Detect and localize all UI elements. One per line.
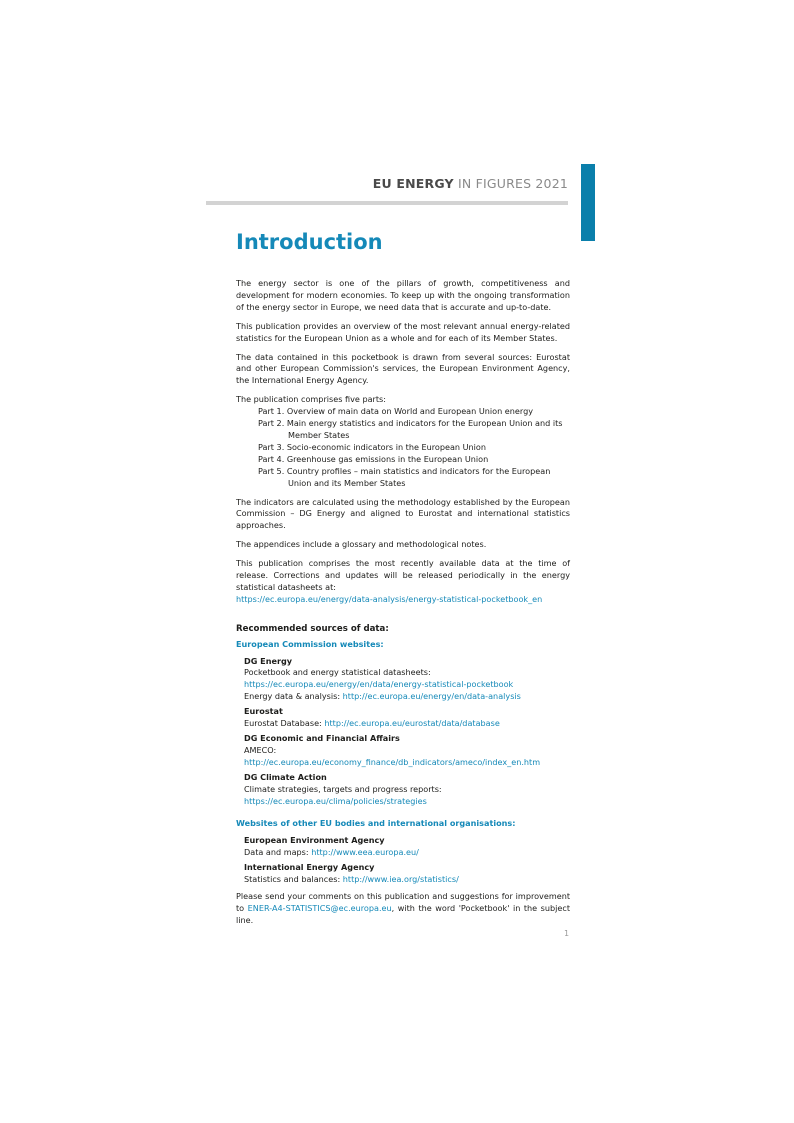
release-paragraph [236, 558, 570, 606]
feedback-paragraph [236, 891, 570, 927]
header-title-strong: EU ENERGY [372, 176, 454, 191]
page-title: Introduction [236, 230, 383, 254]
publication-header [373, 176, 568, 191]
source-name: DG Economic and Financial Affairs [244, 733, 400, 743]
iea-link[interactable]: http://www.iea.org/statistics/ [342, 874, 459, 885]
part-item: Part 3. Socio-economic indicators in the European Union [258, 441, 487, 452]
ameco-link[interactable]: http://ec.europa.eu/economy_finance/db_indicators/ameco/index_en.htm [244, 756, 541, 767]
energy-data-analysis-link[interactable]: http://ec.europa.eu/energy/en/data-analysis [342, 691, 521, 702]
release-note: This publication comprises the most recently available data at the time of release. Corrections and updates will be released periodically in the energy statistical datasheets at: [236, 558, 570, 592]
eea-line [244, 847, 570, 859]
source-label: Energy data & analysis: [244, 691, 343, 702]
eurostat-database-link[interactable]: http://ec.europa.eu/eurostat/data/database [324, 718, 500, 729]
energy-data-line [244, 691, 570, 703]
eea-link[interactable]: http://www.eea.europa.eu/ [311, 847, 419, 858]
parts-intro: The publication comprises five parts: [236, 394, 386, 405]
source-dg-ecfin [244, 733, 570, 769]
source-dg-energy [244, 656, 570, 704]
source-description: Pocketbook and energy statistical datasheets: [244, 667, 431, 678]
intro-paragraph: The energy sector is one of the pillars of growth, competitiveness and development for modern economies. To keep up with the ongoing transformation of the energy sector in Europe, we need data that is accurate and up-to-date. [236, 278, 570, 312]
other-bodies-title: Websites of other EU bodies and international organisations: [236, 818, 516, 829]
iea-line [244, 874, 570, 886]
source-label: Data and maps: [244, 847, 312, 858]
header-divider [206, 201, 568, 205]
feedback-email-link[interactable]: ENER-A4-STATISTICS@ec.europa.eu [247, 902, 392, 913]
source-label: Eurostat Database: [244, 718, 325, 729]
pocketbook-datasheets-link[interactable]: https://ec.europa.eu/energy/en/data/energy-statistical-pocketbook [244, 679, 514, 690]
header-title-light: IN FIGURES 2021 [457, 176, 568, 191]
part-item: Part 1. Overview of main data on World and European Union energy [258, 406, 534, 417]
source-name: European Environment Agency [244, 835, 385, 846]
page-content [236, 228, 570, 934]
part-item: Part 5. Country profiles – main statistics and indicators for the European Union and its Member States [258, 465, 551, 488]
methodology-paragraph: The indicators are calculated using the methodology established by the European Commission – DG Energy and aligned to Eurostat and international statistics approaches. [236, 496, 570, 531]
pocketbook-link[interactable]: https://ec.europa.eu/energy/data-analysis/energy-statistical-pocketbook_en [236, 593, 543, 604]
ameco-line [244, 745, 570, 769]
source-eea [244, 835, 570, 859]
eurostat-line [244, 718, 570, 730]
feedback-text: Please send your comments on this publication and suggestions for improvement to [236, 890, 570, 913]
feedback-text: , with the word 'Pocketbook' in the subject line. [236, 902, 571, 925]
commission-websites-title: European Commission websites: [236, 638, 384, 649]
source-name: International Energy Agency [244, 862, 375, 873]
source-description: Climate strategies, targets and progress reports: [244, 783, 442, 794]
source-iea [244, 862, 570, 886]
source-name: DG Climate Action [244, 771, 327, 782]
source-label: AMECO: [244, 744, 277, 755]
parts-list [236, 394, 570, 489]
sources-title: Recommended sources of data: [236, 623, 389, 634]
intro-paragraph: The data contained in this pocketbook is drawn from several sources: Eurostat and other European Commission's services, the European Environment Agency, the International Energy Agency. [236, 351, 570, 386]
source-dg-clima [244, 772, 570, 808]
spacer [236, 810, 570, 818]
appendices-paragraph: The appendices include a glossary and methodological notes. [236, 539, 487, 550]
part-item: Part 2. Main energy statistics and indicators for the European Union and its Member States [258, 418, 563, 440]
source-label: Statistics and balances: [244, 874, 343, 885]
intro-paragraph: This publication provides an overview of the most relevant annual energy-related statistics for the European Union as a whole and for each of its Member States. [236, 320, 570, 343]
source-name: DG Energy [244, 655, 293, 666]
page-number: 1 [564, 929, 570, 938]
source-eurostat [244, 706, 570, 730]
section-tab-marker [581, 164, 595, 241]
climate-strategies-link[interactable]: https://ec.europa.eu/clima/policies/strategies [244, 795, 427, 806]
part-item: Part 4. Greenhouse gas emissions in the European Union [258, 453, 489, 464]
source-name: Eurostat [244, 706, 283, 717]
